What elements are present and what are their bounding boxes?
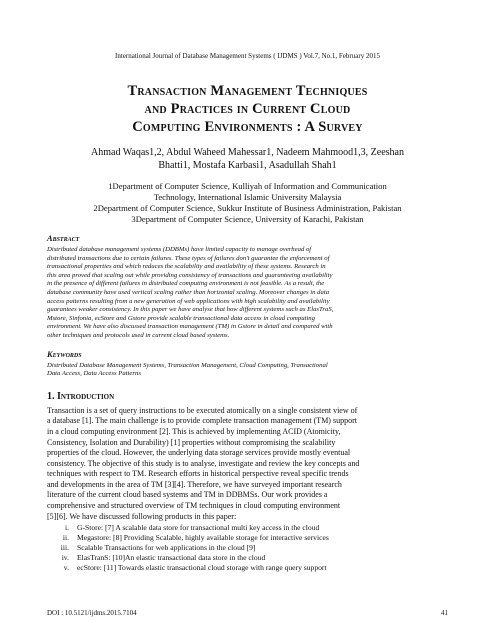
list-item bbox=[47, 543, 448, 553]
affiliation-line: Technology, International Islamic University Malaysia bbox=[153, 192, 342, 202]
body-line: a database [1]. The main challenge is to provide complete transaction management (TM) support bbox=[47, 416, 357, 426]
introduction-body bbox=[47, 406, 448, 523]
list-number: iii. bbox=[60, 543, 69, 553]
list-number: i. bbox=[64, 523, 69, 533]
affiliation-line: 1Department of Computer Science, Kulliyah of Information and Communication bbox=[108, 181, 387, 191]
body-line: and developments in the area of TM [3][4]. Therefore, we have surveyed important research bbox=[47, 479, 342, 489]
affiliation-line: 3Department of Computer Science, University of Karachi, Pakistan bbox=[131, 214, 364, 224]
keywords-body bbox=[47, 362, 448, 379]
list-number: v. bbox=[63, 563, 69, 573]
keywords-line: Data Access, Data Access Patterns bbox=[47, 370, 141, 378]
title-line: and Practices in Current Cloud bbox=[144, 101, 351, 117]
body-line: properties of the cloud. However, the underlying data storage services provide mostly eventual bbox=[47, 448, 351, 458]
list-text: ElasTranS: [10]An elastic transactional data store in the cloud bbox=[77, 553, 266, 563]
body-line: consistency. The objective of this study is to analyse, investigate and review the key concepts and bbox=[47, 458, 360, 468]
abstract-line: environment. We have also discussed transaction management (TM) in Gstore in detail and compared with bbox=[47, 323, 333, 331]
introduction-heading: 1. Introduction bbox=[47, 390, 115, 402]
list-number: ii. bbox=[62, 533, 69, 543]
title-line: Computing Environments : A Survey bbox=[132, 119, 363, 135]
page-number: 41 bbox=[441, 609, 448, 617]
abstract-line: guarantees weaker consistency. In this paper we have analyse that how different systems such as ElasTraS, bbox=[47, 306, 334, 314]
running-head: International Journal of Database Management Systems ( IJDMS ) Vol.7, No.1, February 2015 bbox=[115, 52, 380, 60]
author-list bbox=[47, 146, 448, 172]
title-line: Transaction Management Techniques bbox=[127, 83, 368, 99]
list-item bbox=[47, 523, 448, 533]
abstract-line: this area proved that scaling out while providing consistency of transactions and guaranteeing availability bbox=[47, 271, 333, 279]
abstract-body bbox=[47, 246, 448, 341]
list-item bbox=[47, 563, 448, 573]
abstract-line: distributed transactions due to certain failures. These types of failures don't guarantee the enforcement of bbox=[47, 254, 330, 262]
abstract-line: database community have used vertical scaling rather than horizontal scaling. Moreover changes in data bbox=[47, 288, 330, 296]
body-line: literature of the current cloud based systems and TM in DDBMSs. Our work provides a bbox=[47, 490, 328, 500]
keywords-heading: Keywords bbox=[47, 349, 82, 359]
doi-text: DOI : 10.5121/ijdms.2015.7104 bbox=[47, 609, 137, 617]
abstract-line: Distributed database management systems (DDBMs) have limited capacity to manage overhead of bbox=[47, 246, 312, 253]
body-line: Consistency, Isolation and Durability) [1] properties without compromising the scalability bbox=[47, 437, 336, 447]
abstract-line: access patterns resulting from a new generation of web applications with high scalability and availability bbox=[47, 297, 330, 305]
abstract-line: in the presence of different failures in distributed computing environment is not feasible. As a result, the bbox=[47, 280, 325, 288]
list-text: G-Store: [7] A scalable data store for transactional multi key access in the cloud bbox=[77, 523, 320, 533]
affiliations bbox=[47, 181, 448, 225]
body-line: in a cloud computing environment [2]. This is achieved by implementing ACID (Atomicity, bbox=[47, 426, 341, 436]
abstract-line: transactional properties and which reduces the scalability and availability of these systems. Research in bbox=[47, 263, 326, 271]
abstract-heading: Abstract bbox=[47, 234, 80, 243]
page-footer bbox=[47, 609, 448, 617]
author-line: Bhatti1, Mostafa Karbasi1, Asadullah Shah1 bbox=[158, 160, 337, 171]
body-line: comprehensive and structured overview of TM techniques in cloud computing environment bbox=[47, 501, 341, 511]
affiliation-line: 2Department of Computer Science, Sukkur Institute of Business Administration, Pakistan bbox=[93, 203, 402, 213]
list-text: Scalable Transactions for web applications in the cloud [9] bbox=[77, 543, 256, 553]
keywords-line: Distributed Database Management Systems, Transaction Management, Cloud Computing, Transactional bbox=[47, 361, 328, 369]
body-line: techniques with respect to TM. Research efforts in historical perspective reveal specific trends bbox=[47, 469, 349, 479]
abstract-line: Mstore, Sinfonia, ecStore and Gstore provide scalable transactional data access in cloud computing bbox=[47, 314, 315, 322]
author-line: Ahmad Waqas1,2, Abdul Waheed Mahessar1, Nadeem Mahmood1,3, Zeeshan bbox=[91, 147, 404, 158]
body-line: Transaction is a set of query instructions to be executed atomically on a single consistent view of bbox=[47, 405, 358, 415]
list-text: ecStore: [11] Towards elastic transactional cloud storage with range query support bbox=[77, 563, 327, 573]
product-list bbox=[47, 523, 448, 573]
list-item bbox=[47, 553, 448, 563]
abstract-line: other techniques and protocols used in current cloud based systems. bbox=[47, 331, 230, 339]
list-text: Megastore: [8] Providing Scalable, highly available storage for interactive services bbox=[77, 533, 329, 543]
body-line: [5][6]. We have discussed following products in this paper: bbox=[47, 511, 237, 521]
list-item bbox=[47, 533, 448, 543]
list-number: iv. bbox=[61, 553, 69, 563]
paper-title bbox=[47, 82, 448, 136]
